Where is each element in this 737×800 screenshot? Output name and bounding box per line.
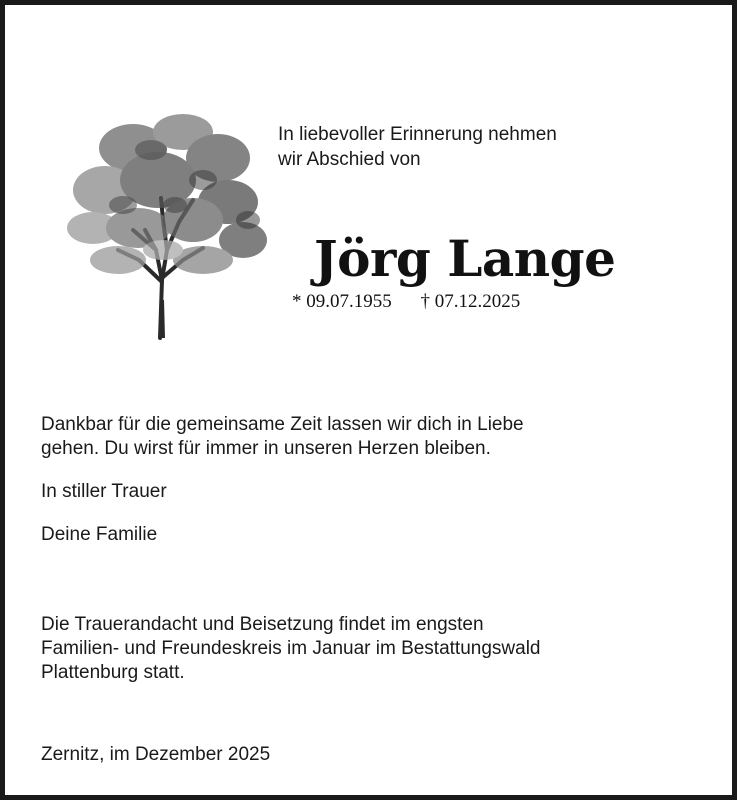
mourning-line: In stiller Trauer (41, 481, 167, 502)
intro-line-1: In liebevoller Erinnerung nehmen (278, 124, 557, 145)
life-dates (292, 291, 520, 313)
message-line-2: gehen. Du wirst für immer in unseren Herzen bleiben. (41, 438, 491, 459)
death-date: † 07.12.2025 (420, 291, 521, 312)
message-line-1: Dankbar für die gemeinsame Zeit lassen wir dich in Liebe (41, 414, 524, 435)
ceremony-line-1: Die Trauerandacht und Beisetzung findet im engsten (41, 614, 484, 635)
family-signature: Deine Familie (41, 524, 158, 545)
place-and-date: Zernitz, im Dezember 2025 (41, 744, 271, 765)
ceremony-line-3: Plattenburg statt. (41, 662, 185, 683)
birth-date: * 09.07.1955 (292, 291, 392, 312)
tree-icon (63, 110, 273, 340)
message-paragraph (41, 413, 524, 461)
intro-text (278, 122, 557, 172)
ceremony-line-2: Familien- und Freundeskreis im Januar im Bestattungswald (41, 638, 541, 659)
deceased-name: Jörg Lange (314, 229, 616, 288)
ceremony-paragraph (41, 613, 541, 685)
intro-line-2: wir Abschied von (278, 149, 421, 170)
